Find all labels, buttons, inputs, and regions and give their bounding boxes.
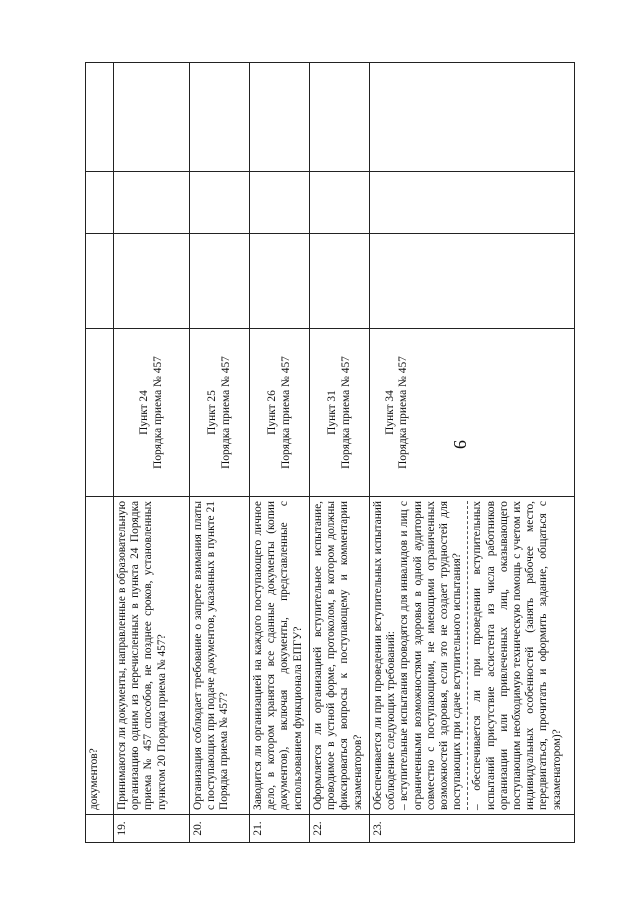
reference-doc: Порядка приема № 457 — [279, 356, 292, 469]
reference-point: Пункт 34 — [384, 390, 396, 435]
row-number — [86, 815, 114, 843]
reference-point: Пункт 25 — [206, 390, 219, 435]
reference-point: Пункт 31 — [326, 390, 339, 435]
note-cell — [370, 63, 575, 172]
question-text: Организация соблюдает требование о запрете взимания платы с поступающих при подаче документов, указанных в пункте 21 Порядка приема № 457? — [190, 497, 250, 815]
answer-cell — [370, 172, 575, 234]
question-text: Принимаются ли документы, направленные в образовательную организацию одним из перечисленных в пункта 24 Порядка приема № 457 способов, не позднее сроков, установленных пунктом 20 Порядка приема № 457? — [114, 497, 190, 815]
answer-cell — [86, 234, 114, 329]
reference-doc: Порядка приема № 457 — [397, 356, 410, 469]
question-text: Обеспечивается ли при проведении вступительных испытаний соблюдение следующих требований: – вступительные испытания проводятся для инвалидов и лиц с ограниченными возможностями здоровья в одной аудитории совместно с поступающими, не имеющими ограниченных возможностей здоровья, если это не создает трудностей для поступающих при сдаче вступительного испытания? — [372, 501, 464, 810]
reference-cell — [310, 329, 370, 497]
note-cell — [250, 63, 310, 172]
reference-doc: Порядка приема № 457 — [151, 356, 164, 469]
reference-cell — [114, 329, 190, 497]
note-cell — [190, 63, 250, 172]
note-cell — [114, 63, 190, 172]
note-cell — [310, 63, 370, 172]
reference-cell — [250, 329, 310, 497]
table-row — [114, 63, 190, 843]
answer-cell — [114, 172, 190, 234]
reference-cell — [190, 329, 250, 497]
answer-cell — [370, 234, 575, 329]
question-text: Оформляется ли организацией вступительное испытание, проводимое в устной форме, протоколом, в котором должны фиксироваться вопросы к поступающему и комментарии экзаменаторов? — [310, 497, 370, 815]
row-number: 20. — [190, 815, 250, 843]
answer-cell — [114, 234, 190, 329]
question-text: Заводится ли организацией на каждого поступающего личное дело, в котором хранятся все сданные документы (копии документов), включая документы, представленные с использованием функционала ЕПГУ? — [250, 497, 310, 815]
note-cell — [86, 63, 114, 172]
reference-point: Пункт 26 — [266, 390, 279, 435]
reference-cell — [370, 329, 575, 497]
answer-cell — [190, 234, 250, 329]
answer-cell — [310, 234, 370, 329]
answer-cell — [250, 234, 310, 329]
table-row — [370, 63, 575, 843]
reference-cell — [86, 329, 114, 497]
answer-cell — [86, 172, 114, 234]
row-number: 22. — [310, 815, 370, 843]
answer-cell — [190, 172, 250, 234]
table-row — [310, 63, 370, 843]
checklist-table — [85, 62, 575, 843]
answer-cell — [310, 172, 370, 234]
reference-doc: Порядка приема № 457 — [339, 356, 352, 469]
reference-doc: Порядка приема № 457 — [219, 356, 232, 469]
page-number: 9 — [450, 440, 470, 449]
question-text: документов? — [86, 497, 114, 815]
question-subitem: – обеспечивается ли при проведении вступительных испытаний присутствие ассистента из числа работников организации или привлеченных лиц, оказывающего поступающим необходимую техническую помощь с учетом их индивидуальных особенностей (занять рабочее место, передвигаться, прочитать и оформить задание, общаться с экзаменатором)? — [467, 501, 563, 810]
table-row — [190, 63, 250, 843]
row-number: 19. — [114, 815, 190, 843]
question-cell — [370, 497, 575, 815]
row-number: 23. — [370, 815, 575, 843]
table-row — [86, 63, 114, 843]
row-number: 21. — [250, 815, 310, 843]
table-row — [250, 63, 310, 843]
reference-point: Пункт 24 — [138, 390, 151, 435]
answer-cell — [250, 172, 310, 234]
checklist-table-rotated — [85, 63, 575, 843]
